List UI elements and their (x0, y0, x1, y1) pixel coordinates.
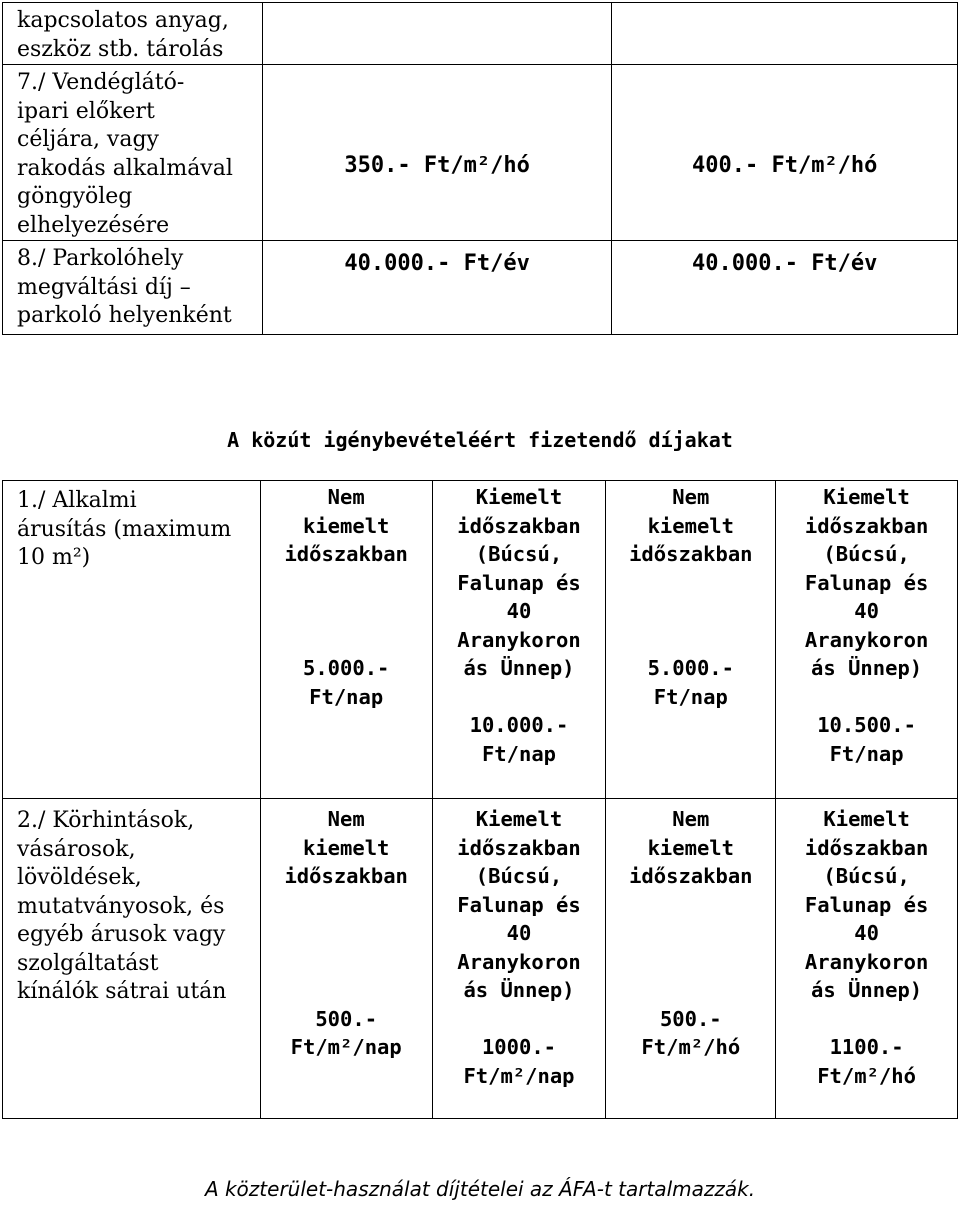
row-label (3, 481, 261, 799)
fee-cell-line: Falunap és (804, 892, 929, 917)
fee-cell-line: Ft/nap (829, 741, 904, 766)
row-label (3, 3, 263, 65)
table-row (3, 3, 958, 65)
fee-cell-line: Aranykoron (804, 627, 929, 652)
fee-cell-line (261, 948, 432, 977)
fee-value (612, 3, 958, 65)
fee-cell-line: Falunap és (457, 570, 581, 595)
fee-cell-line: ás Ünnep) (463, 978, 575, 1002)
fee-cell-line: (Búcsú, (475, 864, 563, 888)
fee-value: 350.- Ft/m²/hó (262, 65, 612, 241)
fee-cell-line (606, 569, 775, 598)
fee-cell-line (606, 597, 775, 626)
label-line: 1./ Alkalmi (17, 488, 137, 513)
label-line: kínálók sátrai után (17, 979, 227, 1004)
fee-cell (260, 799, 432, 1119)
label-line: 2./ Körhintások, (17, 808, 195, 833)
fee-cell-line: időszakban (457, 835, 581, 860)
fee-cell-line: (Búcsú, (823, 864, 910, 888)
fee-cell-line: 40 (854, 599, 879, 623)
label-line: eszköz stb. tárolás (17, 36, 224, 62)
fee-cell-line (606, 891, 775, 920)
fee-cell-line: ás Ünnep) (811, 656, 923, 680)
label-line: céljára, vagy (17, 127, 159, 152)
fee-cell-line (261, 569, 432, 598)
fee-cell-line (433, 683, 606, 712)
fee-cell-line: Kiemelt (823, 485, 910, 509)
fee-cell-line: Kiemelt (823, 807, 910, 831)
fee-cell-line: kiemelt (302, 513, 390, 538)
label-line: vásárosok, (17, 836, 136, 862)
fee-cell-line: (Búcsú, (475, 542, 563, 566)
fee-cell-line (261, 919, 432, 948)
fee-cell-line (776, 1005, 957, 1034)
fee-cell-line: 5.000.- (302, 656, 390, 680)
fee-cell (432, 481, 606, 799)
fee-cell (260, 481, 432, 799)
fee-cell-line: (Búcsú, (823, 542, 910, 566)
fee-cell-line: időszakban (804, 835, 929, 860)
fee-cell-line: Kiemelt (475, 485, 563, 509)
fee-value: 400.- Ft/m²/hó (612, 65, 958, 241)
fee-cell-line: időszakban (629, 864, 753, 888)
fee-cell-line (776, 683, 957, 712)
fee-cell-line: 40 (854, 921, 879, 945)
row-label (3, 241, 263, 335)
fee-cell-line (261, 597, 432, 626)
label-line: szolgáltatást (17, 950, 159, 976)
fee-cell-line: Ft/nap (481, 741, 557, 766)
fee-cell-line: 1000.- (481, 1035, 557, 1059)
label-line: kapcsolatos anyag, (17, 8, 229, 33)
fee-cell-line: Aranykoron (457, 949, 581, 974)
section-title: A közút igénybevételéért fizetendő díjakat (227, 428, 733, 452)
label-line: megváltási díj – (17, 274, 191, 300)
fee-cell-line: 10.000.- (469, 713, 569, 737)
fee-cell (606, 799, 776, 1119)
fee-cell-line: Ft/m²/nap (463, 1063, 575, 1088)
fee-value: 40.000.- Ft/év (612, 241, 958, 335)
fee-cell-line: Aranykoron (804, 949, 929, 974)
fee-value: 40.000.- Ft/év (262, 241, 612, 335)
fee-cell-line (433, 1005, 606, 1034)
label-line: mutatványosok, és (17, 893, 225, 919)
fee-value (262, 3, 612, 65)
road-use-fee-table (2, 480, 958, 1119)
label-line: parkoló helyenként (17, 303, 232, 328)
fee-cell-line: ás Ünnep) (463, 656, 575, 680)
fee-cell-line: 10.500.- (817, 713, 916, 737)
fee-cell-line: kiemelt (302, 835, 390, 860)
fee-cell-line: Ft/nap (309, 684, 384, 709)
table-row (3, 241, 958, 335)
fee-cell-line (606, 976, 775, 1005)
label-line: árusítás (maximum (17, 516, 232, 542)
fee-cell-line: Nem (327, 485, 365, 509)
row-label (3, 65, 263, 241)
fee-cell-line: Ft/m²/hó (817, 1063, 916, 1088)
label-line: 7./ Vendéglátó- (17, 70, 185, 95)
vat-note: A közterület-használat díjtételei az ÁFA-t tartalmazzák. (204, 1177, 756, 1201)
table-row (3, 65, 958, 241)
label-line: elhelyezésére (17, 212, 170, 238)
label-line: 10 m²) (17, 545, 91, 570)
fee-cell-line: 40 (506, 599, 532, 623)
fee-cell-line: Nem (672, 485, 710, 509)
top-fee-table (2, 2, 958, 335)
fee-cell-line: időszakban (804, 513, 929, 538)
label-line: lövöldések, (17, 865, 142, 890)
fee-cell-line: időszakban (457, 513, 581, 538)
fee-cell-line (261, 891, 432, 920)
label-line: 8./ Parkolóhely (17, 246, 184, 271)
label-line: göngyöleg (17, 184, 133, 209)
label-line: rakodás alkalmával (17, 155, 233, 181)
fee-cell-line: Kiemelt (475, 807, 563, 831)
fee-cell (606, 481, 776, 799)
fee-cell-line: időszakban (629, 542, 753, 566)
label-line: ipari előkert (17, 98, 155, 124)
fee-cell-line (261, 976, 432, 1005)
fee-cell-line: időszakban (284, 542, 408, 566)
fee-cell-line: 500.- (315, 1006, 378, 1031)
label-line: egyéb árusok vagy (17, 922, 226, 947)
fee-cell-line: időszakban (284, 864, 408, 888)
fee-cell-line: 5.000.- (647, 656, 734, 680)
fee-cell-line: 500.- (659, 1006, 722, 1031)
row-label (3, 799, 261, 1119)
fee-cell-line: 1100.- (829, 1035, 904, 1059)
fee-cell-line: Nem (327, 807, 365, 831)
fee-cell-line (261, 626, 432, 655)
fee-cell (432, 799, 606, 1119)
fee-cell-line: Ft/nap (653, 684, 728, 709)
fee-cell-line: Aranykoron (457, 627, 581, 652)
fee-cell-line: kiemelt (647, 835, 734, 860)
fee-cell-line: 40 (506, 921, 532, 945)
fee-cell-line (606, 948, 775, 977)
fee-cell (776, 799, 958, 1119)
fee-cell-line: Nem (672, 807, 710, 831)
table-row (3, 799, 958, 1119)
fee-cell-line: ás Ünnep) (811, 978, 923, 1002)
fee-cell-line: Ft/m²/hó (641, 1035, 741, 1059)
fee-cell-line: Falunap és (804, 570, 929, 595)
fee-cell-line (606, 626, 775, 655)
table-row (3, 481, 958, 799)
fee-cell-line: Falunap és (457, 892, 581, 917)
fee-cell-line (606, 919, 775, 948)
fee-cell-line: Ft/m²/nap (290, 1035, 402, 1059)
fee-cell (776, 481, 958, 799)
fee-cell-line: kiemelt (647, 513, 734, 538)
